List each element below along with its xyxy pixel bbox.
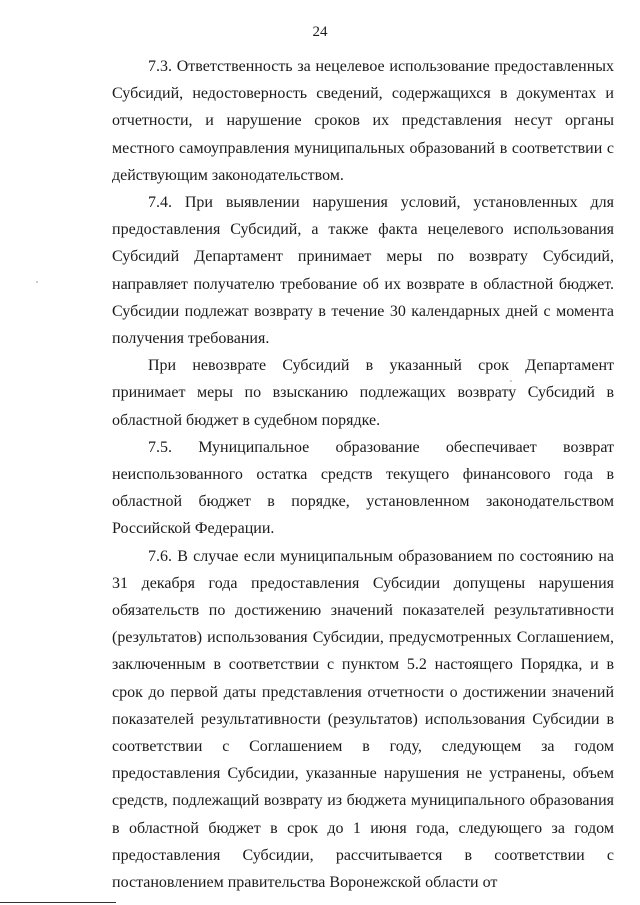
paragraph-7-4: 7.4. При выявлении нарушения условий, установленных для предоставления Субсидий, а также факта нецелевого использования Субсидий Департамент принимает меры по возврату Субсидий, направляет получателю требование об их возврате в областной бюджет. Субсидии подлежат возврату в течение 30 календарных дней с момента получения требования. <box>112 194 614 348</box>
scan-speck <box>510 380 512 382</box>
paragraph-7-5: 7.5. Муниципальное образование обеспечивает возврат неиспользованного остатка средств текущего финансового года в областной бюджет в порядке, установленном законодательством Российской Федерации. <box>112 438 614 538</box>
page-number: 24 <box>312 24 328 40</box>
footnote-divider <box>0 902 116 903</box>
paragraph-7-6: 7.6. В случае если муниципальным образованием по состоянию на 31 декабря года предоставления Субсидии допущены нарушения обязательств по достижению значений показателей результативности (результатов) использования Субсидии, предусмотренных Соглашением, заключенным в соответствии с пунктом 5.2 настоящего Порядка, и в срок до первой даты представления отчетности о достижении значений показателей результативности (результатов) использования Субсидии в соответствии с Соглашением в году, следующем за годом предоставления Субсидии, указанные нарушения не устранены, объем средств, подлежащий возврату из бюджета муниципального образования в областной бюджет в срок до 1 июня года, следующего за годом предоставления Субсидии, рассчитывается в соответствии с постановлением правительства Воронежской области от <box>112 547 614 892</box>
paragraph-7-4-non-return: При невозврате Субсидий в указанный срок Департамент принимает меры по взысканию подлежащих возврату Субсидий в областной бюджет в судебном порядке. <box>112 357 614 429</box>
scan-speck <box>36 281 38 283</box>
paragraph-7-3: 7.3. Ответственность за нецелевое использование предоставленных Субсидий, недостоверность сведений, содержащихся в документах и отчетности, и нарушение сроков их представления несут органы местного самоуправления муниципальных образований в соответствии с действующим законодательством. <box>112 58 614 184</box>
document-body <box>112 53 614 896</box>
